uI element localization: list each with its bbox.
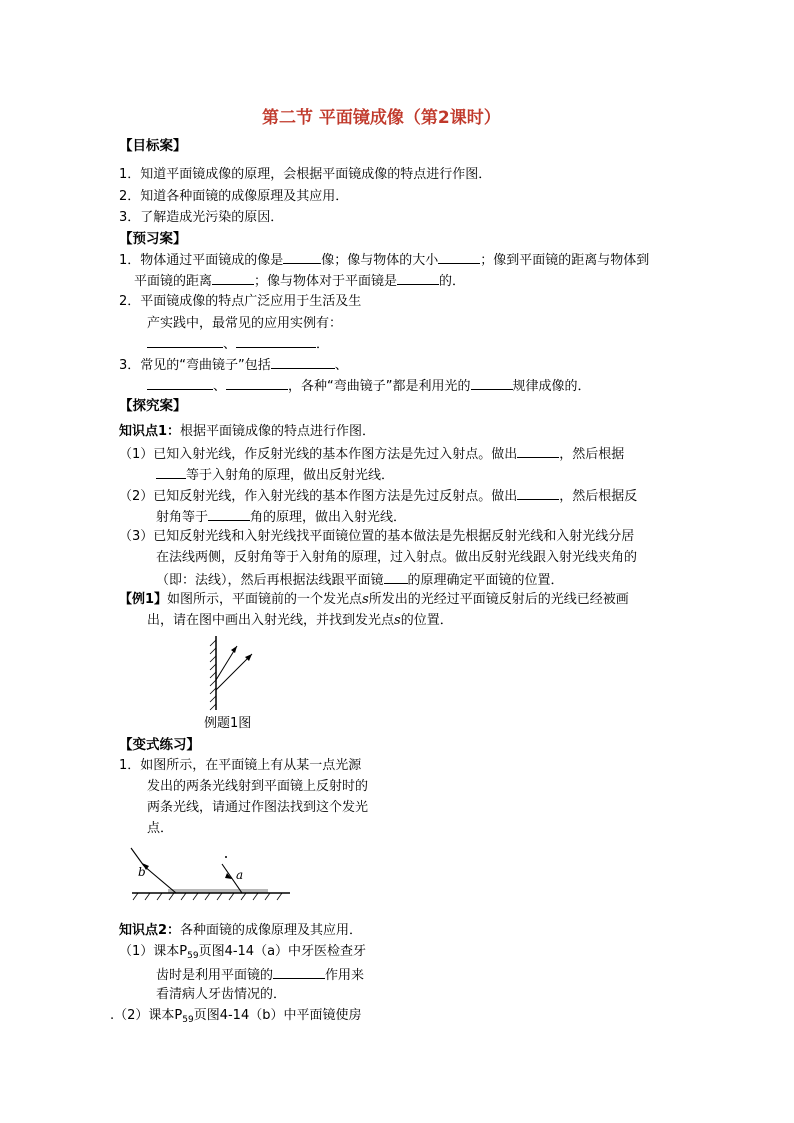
explore-heading: 【探究案】 bbox=[119, 398, 187, 414]
reflected-ray-b-ext bbox=[131, 848, 144, 866]
kp1-s2-text-b: ，然后根据反 bbox=[559, 489, 638, 504]
example-1-label: 【例1】 bbox=[119, 592, 168, 607]
kp1-text: 根据平面镜成像的特点进行作图． bbox=[180, 424, 376, 439]
goals-heading: 【目标案】 bbox=[119, 138, 187, 154]
practice-line-2: 发出的两条光线射到平面镜上反射时的 bbox=[147, 779, 369, 794]
preview-q3-text-b: ，各种“弯曲镜子”都是利用光的 bbox=[288, 379, 471, 394]
practice-line-3: 两条光线，请通过作图法找到这个发光 bbox=[147, 800, 369, 815]
kp2-l4-text-b: 页图4-14（b）中平面镜使房 bbox=[193, 1008, 362, 1023]
preview-heading: 【预习案】 bbox=[119, 231, 187, 247]
preview-q1-text-b: 像；像与物体的大小 bbox=[321, 253, 439, 268]
answer-blank[interactable] bbox=[273, 966, 325, 979]
kp1-s2-line1 bbox=[119, 487, 637, 505]
answer-blank[interactable] bbox=[147, 377, 213, 390]
goal-item-2: 2．知道各种面镜的成像原理及其应用． bbox=[119, 189, 349, 204]
preview-q3-text-a: 3．常见的“弯曲镜子”包括 bbox=[119, 358, 271, 373]
example-1-text-a: 如图所示，平面镜前的一个发光点 bbox=[167, 592, 363, 607]
preview-q2-line3 bbox=[147, 335, 329, 353]
answer-blank[interactable] bbox=[212, 272, 254, 285]
kp2-l1-text-a: （1）课本P bbox=[119, 944, 188, 959]
mirror-hatch bbox=[210, 640, 216, 710]
example-1-s2: s bbox=[394, 613, 401, 628]
kp1-s3-line2: 在法线两侧，反射角等于入射角的原理，过入射点。做出反射光线跟入射光线夹角的 bbox=[156, 550, 638, 565]
preview-q2-line1: 2．平面镜成像的特点广泛应用于生活及生 bbox=[119, 294, 362, 309]
kp1-s1-text-a: （1）已知入射光线，作反射光线的基本作图方法是先过入射点。做出 bbox=[119, 447, 518, 462]
kp2-l4-pre: . bbox=[110, 1008, 115, 1023]
kp2-l1 bbox=[119, 944, 366, 964]
preview-q1-text-c: ；像到平面镜的距离与物体到 bbox=[480, 253, 650, 268]
preview-q1-line2 bbox=[134, 272, 465, 290]
answer-blank[interactable] bbox=[226, 377, 288, 390]
answer-blank[interactable] bbox=[271, 356, 335, 369]
preview-q2-end: ． bbox=[316, 337, 330, 352]
answer-blank[interactable] bbox=[208, 508, 250, 521]
figure-1-caption: 例题1图 bbox=[204, 716, 252, 731]
preview-q2-sep: 、 bbox=[223, 337, 237, 352]
kp2-l4 bbox=[110, 1008, 361, 1028]
preview-q1-text-e: ；像与物体对于平面镜是 bbox=[254, 274, 398, 289]
kp2-l2-text-a: 齿时是利用平面镜的 bbox=[156, 968, 274, 983]
preview-q3-sep2: 、 bbox=[213, 379, 227, 394]
preview-q3-line2 bbox=[147, 377, 591, 395]
page-title: 第二节 平面镜成像（第2课时） bbox=[262, 108, 501, 128]
kp2-label: 知识点2： bbox=[119, 923, 181, 938]
kp1-s2-text-d: 角的原理，做出入射光线． bbox=[250, 510, 407, 525]
kp1-label: 知识点1： bbox=[119, 424, 181, 439]
answer-blank[interactable] bbox=[156, 466, 186, 479]
preview-q3-sep1: 、 bbox=[334, 358, 348, 373]
answer-blank[interactable] bbox=[438, 251, 480, 264]
label-a: a bbox=[236, 868, 244, 882]
kp1-line bbox=[119, 424, 375, 440]
answer-blank[interactable] bbox=[397, 272, 439, 285]
kp1-s3-line3 bbox=[156, 571, 564, 589]
preview-q1-text-a: 1．物体通过平面镜成的像是 bbox=[119, 253, 284, 268]
answer-blank[interactable] bbox=[517, 487, 559, 500]
practice-heading: 【变式练习】 bbox=[119, 737, 200, 753]
preview-q1-text-d: 平面镜的距离 bbox=[134, 274, 213, 289]
dot-mark bbox=[225, 856, 227, 858]
kp2-l2-text-b: 作用来 bbox=[325, 968, 365, 983]
goal-item-3: 3．了解造成光污染的原因． bbox=[119, 210, 284, 225]
example-1-s: s bbox=[362, 592, 369, 607]
example-1-text-c: 出，请在图中画出入射光线，并找到发光点 bbox=[147, 613, 395, 628]
kp2-line bbox=[119, 923, 362, 939]
kp1-s2-text-a: （2）已知反射光线，作入射光线的基本作图方法是先过反射点。做出 bbox=[119, 489, 518, 504]
goal-item-1: 1．知道平面镜成像的原理，会根据平面镜成像的特点进行作图． bbox=[119, 167, 492, 182]
kp2-l2 bbox=[156, 966, 364, 984]
kp1-s1-text-b: ，然后根据 bbox=[559, 447, 625, 462]
kp1-s2-text-c: 射角等于 bbox=[156, 510, 209, 525]
arrow-icon bbox=[231, 646, 237, 653]
answer-blank[interactable] bbox=[236, 335, 316, 348]
kp2-l4-text-a: （2）课本P bbox=[114, 1008, 183, 1023]
kp1-s1-line2 bbox=[156, 466, 394, 484]
preview-q1-line1 bbox=[119, 251, 649, 269]
example-1-text-d: 的位置． bbox=[400, 613, 453, 628]
preview-q2-line2: 产实践中，最常见的应用实例有： bbox=[147, 316, 343, 331]
label-b: b bbox=[138, 865, 146, 879]
kp1-s1-text-c: 等于入射角的原理，做出反射光线． bbox=[186, 468, 395, 483]
kp1-s3-line1: （3）已知反射光线和入射光线找平面镜位置的基本做法是先根据反射光线和入射光线分居 bbox=[119, 529, 635, 544]
kp1-s2-line2 bbox=[156, 508, 406, 526]
example-1-text-b: 所发出的光经过平面镜反射后的光线已经被画 bbox=[368, 592, 629, 607]
preview-q3-line1 bbox=[119, 356, 348, 374]
practice-line-1: 1．如图所示，在平面镜上有从某一点光源 bbox=[119, 758, 362, 773]
example-1-line2 bbox=[147, 613, 453, 629]
kp1-s1-line1 bbox=[119, 445, 624, 463]
preview-q3-text-c: 规律成像的． bbox=[512, 379, 591, 394]
example-1-figure bbox=[200, 632, 270, 714]
kp1-s3-text-d: 的原理确定平面镜的位置． bbox=[407, 573, 564, 588]
answer-blank[interactable] bbox=[283, 251, 321, 264]
answer-blank[interactable] bbox=[147, 335, 223, 348]
reflected-ray-b bbox=[144, 866, 176, 893]
example-1-line1 bbox=[119, 592, 629, 608]
preview-q1-text-f: 的． bbox=[439, 274, 466, 289]
kp2-text: 各种面镜的成像原理及其应用． bbox=[180, 923, 363, 938]
practice-line-4: 点． bbox=[147, 821, 174, 836]
kp2-l4-sub: 59 bbox=[182, 1015, 194, 1025]
answer-blank[interactable] bbox=[384, 571, 408, 584]
kp2-l3: 看清病人牙齿情况的． bbox=[156, 987, 287, 1002]
kp2-l1-text-b: 页图4-14（a）中牙医检查牙 bbox=[198, 944, 367, 959]
answer-blank[interactable] bbox=[517, 445, 559, 458]
answer-blank[interactable] bbox=[471, 377, 513, 390]
mirror-hatch bbox=[133, 893, 282, 900]
kp2-l1-sub: 59 bbox=[187, 951, 199, 961]
kp1-s3-text-c: （即：法线），然后再根据法线跟平面镜 bbox=[156, 573, 384, 588]
